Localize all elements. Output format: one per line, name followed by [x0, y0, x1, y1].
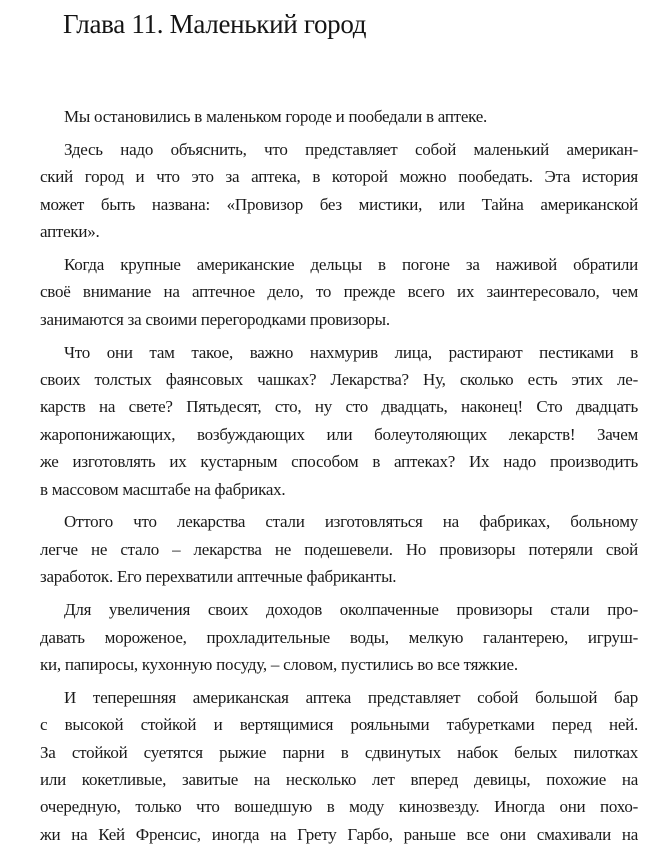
text-line: легче не стало – лекарства не подешевели. Но провизоры потеряли свой [40, 539, 638, 559]
text-line: с высокой стойкой и вертящимися рояльными табуретками перед ней. [40, 715, 638, 735]
text-line: И теперешняя американская аптека представляет собой большой бар [64, 687, 638, 707]
text-line: жаропонижающих, возбуждающих или болеутоляющих лекарств! Зачем [40, 424, 638, 444]
text-line: занимаются за своими перегородками провизоры. [40, 309, 390, 329]
chapter-title: Глава 11. Маленький город [63, 9, 367, 39]
text-line: или кокетливые, завитые на несколько лет вперед девицы, похожие на [40, 769, 638, 789]
text-line: Мы остановились в маленьком городе и пообедали в аптеке. [64, 107, 488, 126]
text-line: Оттого что лекарства стали изготовляться на фабриках, больному [64, 512, 638, 532]
text-line: жи на Кей Френсис, иногда на Грету Гарбо, раньше все они смахивали на [40, 824, 638, 844]
text-line: Здесь надо объяснить, что представляет собой маленький американ- [64, 139, 638, 159]
text-line: ки, папиросы, кухонную посуду, – словом, пустились во все тяжкие. [40, 654, 518, 674]
paragraph [40, 103, 638, 130]
text-line: же изготовлять их кустарным способом в аптеках? Их надо производить [40, 452, 638, 472]
text-line: может быть названа: «Провизор без мистики, или Тайна американской [40, 194, 638, 214]
text-line: своих толстых фаянсовых чашках? Лекарства? Ну, сколько есть этих ле- [40, 370, 638, 390]
text-line: очередную, только что вошедшую в моду кинозвезду. Иногда они похо- [40, 797, 638, 817]
text-line: ский город и что это за аптека, в которой можно пообедать. Эта история [40, 167, 638, 187]
paragraph [40, 596, 638, 678]
text-line: заработок. Его перехватили аптечные фабриканты. [40, 567, 397, 587]
paragraph [40, 684, 638, 848]
paragraph [40, 508, 638, 590]
text-line: За стойкой суетятся рыжие парни в сдвинутых набок белых пилотках [40, 742, 638, 762]
text-line: в массовом масштабе на фабриках. [40, 479, 286, 499]
paragraph [40, 136, 638, 246]
text-line: карств на свете? Пятьдесят, сто, ну сто двадцать, наконец! Сто двадцать [40, 397, 638, 417]
paragraph [40, 339, 638, 503]
text-line: Для увеличения своих доходов околпаченные провизоры стали про- [64, 600, 638, 620]
page-body [40, 103, 638, 854]
text-line: давать мороженое, прохладительные воды, мелкую галантерею, игруш- [40, 627, 638, 647]
text-line: Что они там такое, важно нахмурив лица, растирают пестиками в [64, 342, 638, 362]
text-line: Когда крупные американские дельцы в погоне за наживой обратили [64, 254, 638, 274]
text-line: своё внимание на аптечное дело, то прежде всего их заинтересовало, чем [40, 282, 638, 302]
text-line: аптеки». [40, 222, 100, 242]
paragraph [40, 251, 638, 333]
